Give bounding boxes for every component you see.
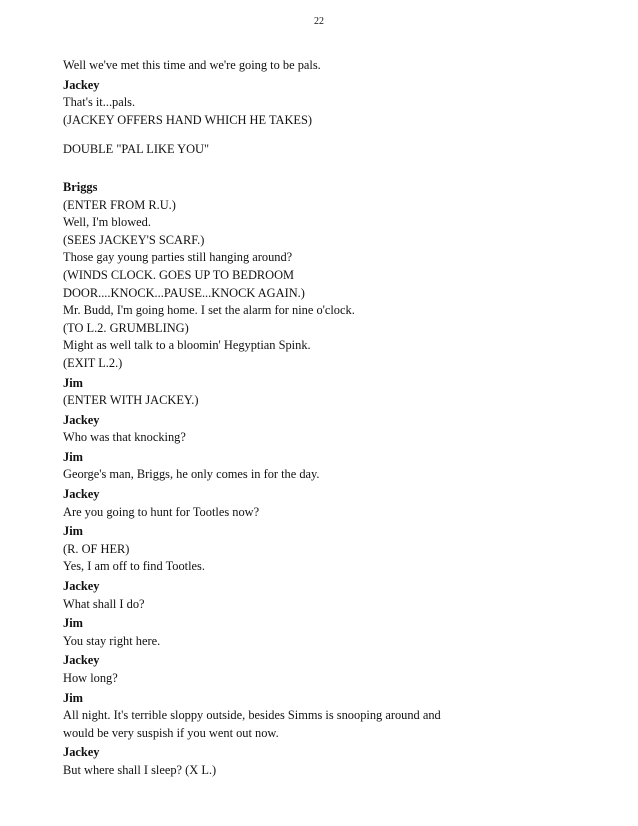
dialogue-line: How long?: [63, 671, 118, 685]
speaker-name: Jackey: [63, 487, 100, 502]
stage-direction: (WINDS CLOCK. GOES UP TO BEDROOM: [63, 267, 295, 282]
dialogue-block: [63, 412, 583, 447]
dialogue-block: [63, 523, 583, 576]
speaker-name: Jim: [63, 616, 83, 631]
dialogue-block: [63, 744, 583, 779]
stage-direction: DOOR....KNOCK...PAUSE...KNOCK AGAIN.): [63, 285, 305, 300]
dialogue-line: Who was that knocking?: [63, 430, 186, 445]
speaker-name: Jim: [63, 524, 83, 539]
stage-direction: (EXIT L.2.): [63, 355, 123, 370]
speaker-name: Briggs: [63, 179, 98, 194]
speaker-name: Jim: [63, 375, 83, 390]
dialogue-block: [63, 375, 583, 410]
speaker-name: Jackey: [63, 579, 100, 594]
stage-direction: (TO L.2. GRUMBLING): [63, 320, 189, 335]
speaker-name: Jackey: [63, 77, 100, 92]
stage-direction: (SEES JACKEY'S SCARF.): [63, 232, 205, 247]
dialogue-line: That's it...pals.: [63, 95, 136, 110]
dialogue-block: [63, 449, 583, 484]
dialogue-line: What shall I do?: [63, 596, 145, 611]
speaker-name: Jim: [63, 449, 83, 464]
page-number: 22: [314, 16, 324, 27]
speaker-name: Jackey: [63, 412, 100, 427]
script-body: [63, 57, 583, 780]
dialogue-line: Well, I'm blowed.: [63, 215, 151, 230]
dialogue-block: [63, 615, 583, 650]
dialogue-block: [63, 77, 583, 130]
song-title: DOUBLE "PAL LIKE YOU": [63, 142, 210, 157]
dialogue-block: [63, 486, 583, 521]
song-cue: [63, 141, 583, 159]
stage-line: Well we've met this time and we're going to be pals.: [63, 58, 321, 72]
dialogue-block: [63, 690, 583, 743]
speaker-name: Jackey: [63, 745, 100, 760]
speaker-name: Jackey: [63, 653, 100, 668]
dialogue-line: Are you going to hunt for Tootles now?: [63, 504, 260, 519]
dialogue-line: Those gay young parties still hanging around?: [63, 250, 293, 265]
stage-direction: (JACKEY OFFERS HAND WHICH HE TAKES): [63, 112, 313, 127]
dialogue-block: [63, 179, 583, 373]
dialogue-block: [63, 57, 583, 75]
dialogue-line: would be very suspish if you went out now.: [63, 725, 279, 740]
stage-direction: (ENTER FROM R.U.): [63, 197, 176, 212]
dialogue-line: All night. It's terrible sloppy outside, besides Simms is snooping around and: [63, 708, 441, 723]
dialogue-block: [63, 578, 583, 613]
dialogue-line: Yes, I am off to find Tootles.: [63, 559, 205, 574]
stage-direction: (R. OF HER): [63, 541, 130, 556]
stage-direction: (ENTER WITH JACKEY.): [63, 393, 199, 408]
dialogue-line: Mr. Budd, I'm going home. I set the alarm for nine o'clock.: [63, 303, 355, 318]
dialogue-line: You stay right here.: [63, 633, 161, 648]
dialogue-line: George's man, Briggs, he only comes in for the day.: [63, 467, 320, 482]
dialogue-line: Might as well talk to a bloomin' Hegyptian Spink.: [63, 338, 311, 353]
dialogue-line: But where shall I sleep? (X L.): [63, 762, 217, 777]
speaker-name: Jim: [63, 690, 83, 705]
dialogue-block: [63, 652, 583, 687]
